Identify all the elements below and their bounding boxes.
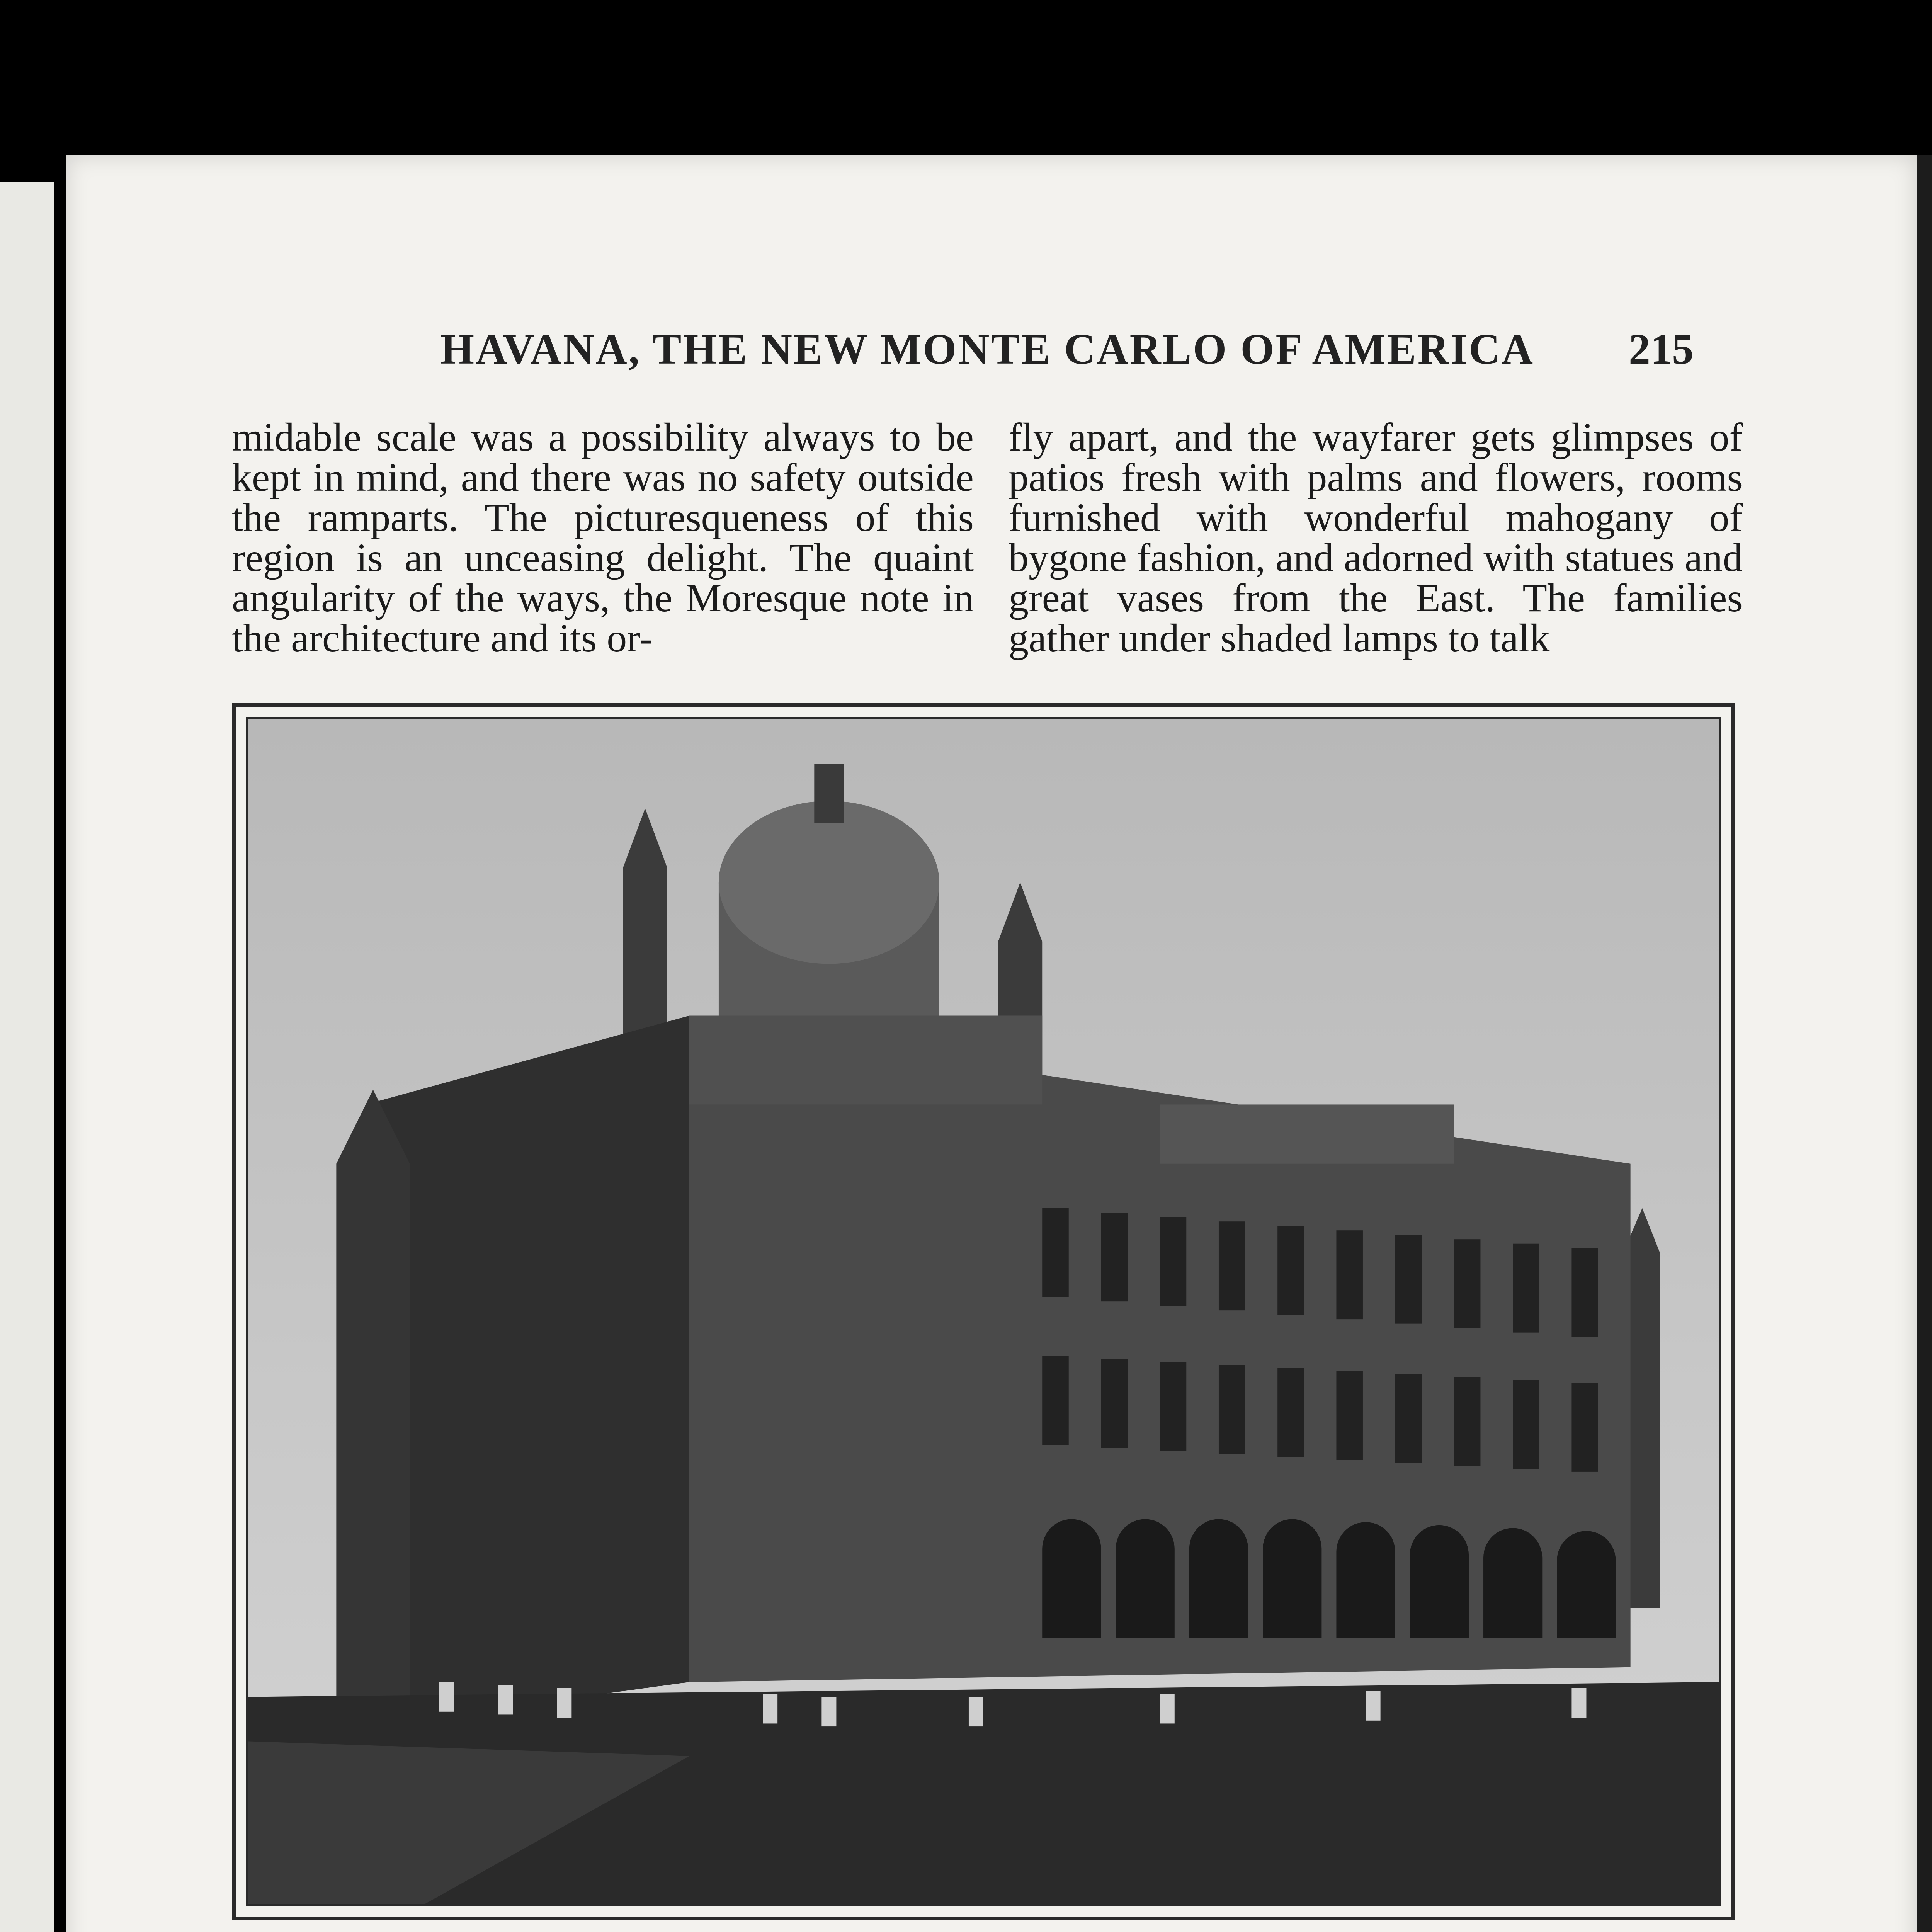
palace-illustration bbox=[248, 719, 1719, 1904]
palace-photograph bbox=[246, 717, 1721, 1906]
paragraph: midable scale was a possibility always to be kept in mind, and there was no safety outside the ramparts. The picturesqueness of this region is an unceasing delight. The quaint angularity of the ways, the Moresque note in the architecture and its or- bbox=[232, 415, 974, 660]
text-column-top-left bbox=[232, 417, 974, 665]
running-header: HAVANA, THE NEW MONTE CARLO OF AMERICA bbox=[440, 325, 1535, 373]
text-column-top-right bbox=[1009, 417, 1743, 665]
figure-frame bbox=[232, 703, 1735, 1920]
page-number: 215 bbox=[1629, 325, 1694, 373]
page-binding-edge bbox=[1917, 155, 1932, 1932]
paragraph: fly apart, and the wayfarer gets glimpses of patios fresh with palms and flowers, rooms furnished with wonderful mahogany of bygone fashion, and adorned with statues and great vases from the East. The families gather under shaded lamps to talk bbox=[1009, 415, 1743, 660]
left-page-edge bbox=[0, 182, 54, 1932]
